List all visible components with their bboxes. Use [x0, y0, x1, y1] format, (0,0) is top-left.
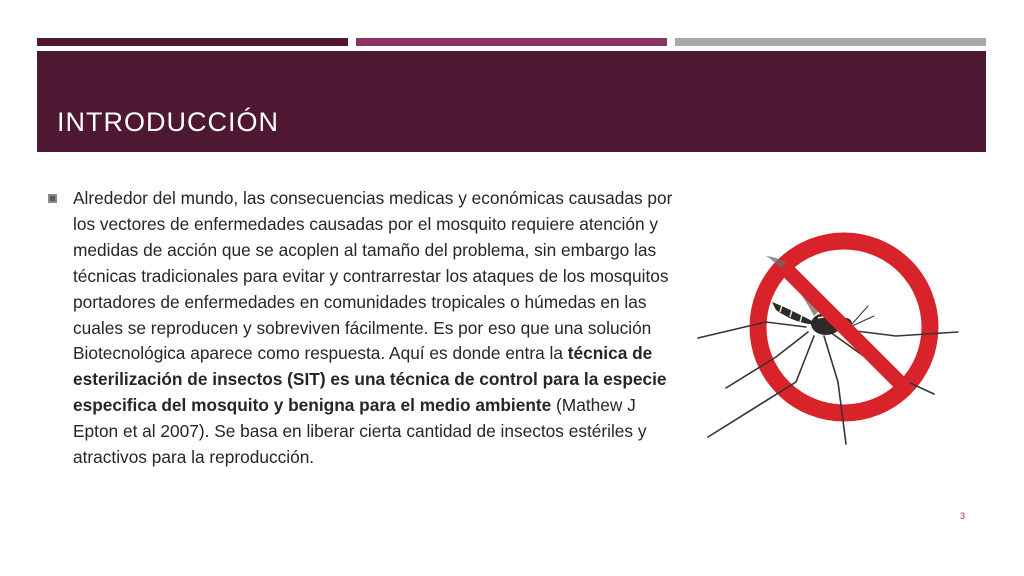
bullet-text-intro: Alrededor del mundo, las consecuencias medicas y económicas causadas por los vectores de enfermedades causadas por el mosquito requiere atención y medidas de acción que se acoplen al tamaño del problema, sin embargo las técnicas tradicionales para evitar y contrarrestar los ataques de los mosquitos portadores de enfermedades en comunidades tropicales o húmedas en las cuales se reproducen y sobreviven fácilmente. Es por eso que una solución Biotecnológica aparece como respuesta. Aquí es donde entra la: [73, 188, 673, 364]
top-stripe-dark: [37, 38, 348, 46]
bullet-marker-icon: [48, 194, 57, 203]
no-mosquito-image: [696, 232, 966, 447]
bullet-paragraph: [73, 186, 673, 471]
bullet-text-end: (Mathew J Epton et al 2007). Se basa en liberar cierta cantidad de insectos estériles y atractivos para la reproducción.: [73, 395, 647, 468]
bullet-text-bold: técnica de esterilización de insectos (SIT) es una técnica de control para la especie especifica del mosquito y benigna para el medio ambiente: [73, 343, 667, 416]
top-stripe-magenta: [356, 38, 667, 46]
bullet-list: [48, 186, 673, 471]
page-number: 3: [960, 511, 966, 521]
slide-title: INTRODUCCIÓN: [57, 107, 279, 137]
title-bar: [37, 51, 986, 152]
no-mosquito-icon: [696, 232, 966, 447]
top-stripe-gray: [675, 38, 986, 46]
